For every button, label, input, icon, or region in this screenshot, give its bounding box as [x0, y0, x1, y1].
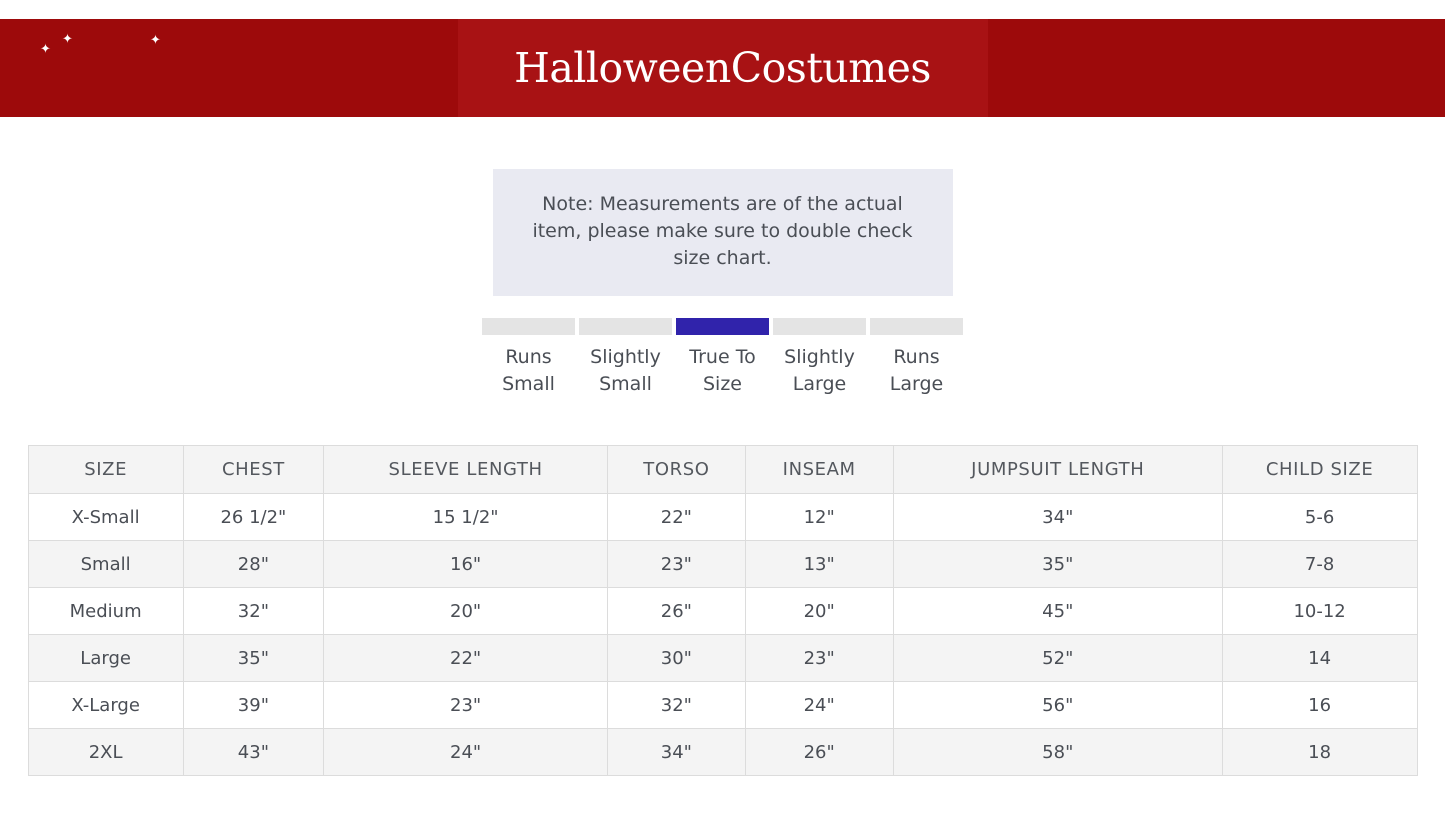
sparkle-icon: ✦ — [62, 32, 73, 47]
cell-size: Medium — [28, 588, 183, 635]
cell-jumpsuit: 58" — [893, 729, 1222, 776]
cell-jumpsuit: 35" — [893, 541, 1222, 588]
cell-child-size: 16 — [1222, 682, 1417, 729]
fit-option-label: Slightly Large — [784, 346, 855, 395]
table-row — [28, 729, 1417, 776]
cell-chest: 32" — [183, 588, 323, 635]
cell-sleeve: 24" — [324, 729, 608, 776]
cell-torso: 34" — [608, 729, 745, 776]
measurement-note: Note: Measurements are of the actual item, please make sure to double check size chart. — [493, 169, 953, 296]
cell-size: 2XL — [28, 729, 183, 776]
cell-sleeve: 16" — [324, 541, 608, 588]
cell-inseam: 26" — [745, 729, 893, 776]
table-body — [28, 494, 1417, 776]
site-banner — [0, 19, 1445, 117]
cell-sleeve: 22" — [324, 635, 608, 682]
column-header-inseam: INSEAM — [745, 446, 893, 494]
brand-plate — [40, 19, 988, 117]
cell-child-size: 14 — [1222, 635, 1417, 682]
cell-inseam: 23" — [745, 635, 893, 682]
table-header-row — [28, 446, 1417, 494]
sparkle-icon: ✦ — [40, 42, 51, 57]
fit-option-true-to-size[interactable] — [676, 318, 769, 398]
cell-size: Small — [28, 541, 183, 588]
fit-bar — [870, 318, 963, 335]
fit-option-runs-large[interactable] — [870, 318, 963, 398]
cell-jumpsuit: 34" — [893, 494, 1222, 541]
cell-inseam: 13" — [745, 541, 893, 588]
cell-child-size: 5-6 — [1222, 494, 1417, 541]
fit-option-slightly-small[interactable] — [579, 318, 672, 398]
cell-jumpsuit: 45" — [893, 588, 1222, 635]
table-row — [28, 494, 1417, 541]
cell-jumpsuit: 52" — [893, 635, 1222, 682]
cell-size: X-Large — [28, 682, 183, 729]
table-row — [28, 635, 1417, 682]
fit-scale — [482, 318, 963, 398]
fit-bar — [482, 318, 575, 335]
fit-bar — [773, 318, 866, 335]
cell-chest: 35" — [183, 635, 323, 682]
fit-bar — [579, 318, 672, 335]
table-row — [28, 682, 1417, 729]
cell-chest: 26 1/2" — [183, 494, 323, 541]
cell-sleeve: 15 1/2" — [324, 494, 608, 541]
cell-size: X-Small — [28, 494, 183, 541]
cell-inseam: 20" — [745, 588, 893, 635]
fit-option-label: True To Size — [689, 346, 756, 395]
cell-torso: 26" — [608, 588, 745, 635]
column-header-sleeve-length: SLEEVE LENGTH — [324, 446, 608, 494]
column-header-torso: TORSO — [608, 446, 745, 494]
cell-chest: 28" — [183, 541, 323, 588]
cell-sleeve: 23" — [324, 682, 608, 729]
cell-torso: 30" — [608, 635, 745, 682]
cell-torso: 32" — [608, 682, 745, 729]
cell-sleeve: 20" — [324, 588, 608, 635]
table-row — [28, 541, 1417, 588]
cell-child-size: 10-12 — [1222, 588, 1417, 635]
cell-chest: 43" — [183, 729, 323, 776]
fit-option-label: Runs Small — [502, 346, 555, 395]
column-header-jumpsuit-length: JUMPSUIT LENGTH — [893, 446, 1222, 494]
brand-title: HalloweenCostumes — [514, 44, 931, 92]
fit-option-label: Slightly Small — [590, 346, 661, 395]
fit-bar-active — [676, 318, 769, 335]
column-header-child-size: CHILD SIZE — [1222, 446, 1417, 494]
cell-inseam: 12" — [745, 494, 893, 541]
fit-option-slightly-large[interactable] — [773, 318, 866, 398]
table-header — [28, 446, 1417, 494]
table-row — [28, 588, 1417, 635]
fit-option-runs-small[interactable] — [482, 318, 575, 398]
size-chart-section — [0, 445, 1445, 776]
size-chart-table — [28, 445, 1418, 776]
cell-torso: 23" — [608, 541, 745, 588]
fit-scale-section — [0, 318, 1445, 398]
note-section — [0, 169, 1445, 296]
cell-child-size: 18 — [1222, 729, 1417, 776]
column-header-size: SIZE — [28, 446, 183, 494]
column-header-chest: CHEST — [183, 446, 323, 494]
fit-option-label: Runs Large — [889, 346, 944, 395]
cell-size: Large — [28, 635, 183, 682]
cell-child-size: 7-8 — [1222, 541, 1417, 588]
cell-torso: 22" — [608, 494, 745, 541]
cell-inseam: 24" — [745, 682, 893, 729]
cell-chest: 39" — [183, 682, 323, 729]
sparkle-icon: ✦ — [150, 33, 161, 48]
cell-jumpsuit: 56" — [893, 682, 1222, 729]
